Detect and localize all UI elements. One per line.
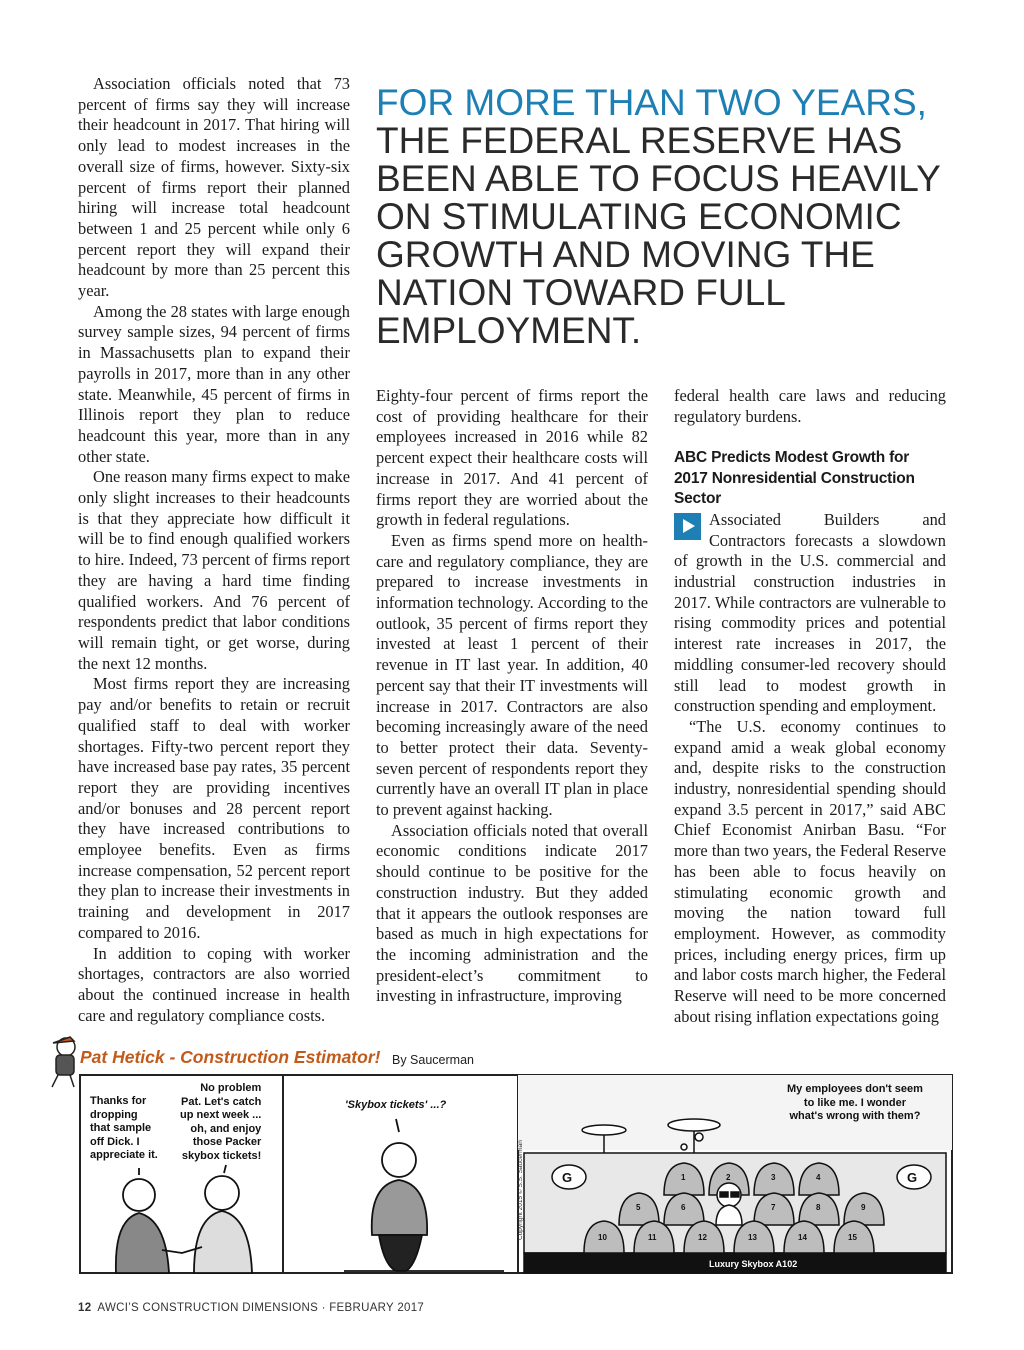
speech-bubble-skybox: 'Skybox tickets' ...? <box>345 1099 447 1111</box>
svg-text:G: G <box>562 1170 573 1185</box>
seat-number: 10 <box>598 1233 607 1242</box>
seat-number: 5 <box>636 1203 641 1212</box>
mascot-icon <box>52 1037 75 1087</box>
paragraph <box>674 510 946 717</box>
comic-byline: By Saucerman <box>392 1053 474 1067</box>
seat-number: 14 <box>798 1233 807 1242</box>
seat-number: 1 <box>681 1173 686 1182</box>
paragraph: Most firms report they are increasing pay and/or benefits to retain or recruit qualified staff to deal with worker shortages. Fifty-two percent report they have increased base pay rates, 35 percent report they are providing incentives and/or bonuses and 28 percent report they have increased contributions to employee benefits. Even as firms increase compensation, 52 percent report they plan to increase their investments in training and development in 2017 compared to 2016. <box>78 674 350 942</box>
seat-number: 15 <box>848 1233 857 1242</box>
seat-number: 3 <box>771 1173 776 1182</box>
article-column-2 <box>376 386 648 1007</box>
section-subhead: ABC Predicts Modest Growth for 2017 Nonresidential Construction Sector <box>674 449 915 508</box>
paragraph: Association officials noted that overall economic conditions indicate 2017 should continue to be positive for the construction industry. But they added that it appears the outlook responses are based as much in high expectations for the incoming administration and the president-elect’s commitment to investing in infrastructure, improving <box>376 820 648 1006</box>
page-footer <box>78 1302 424 1314</box>
pull-quote-first-line: FOR MORE THAN TWO YEARS, <box>376 82 927 123</box>
seat-number: 8 <box>816 1203 821 1212</box>
seat-number: 12 <box>698 1233 707 1242</box>
publication-name: AWCI’S CONSTRUCTION DIMENSIONS · FEBRUARY 2017 <box>97 1302 425 1314</box>
article-column-3 <box>674 386 946 1027</box>
paragraph: federal health care laws and reducing regulatory burdens. <box>674 386 946 426</box>
paragraph: In addition to coping with worker shortages, contractors are also worried about the continued increase in health care and regulatory compliance costs. <box>78 943 350 1025</box>
seat-number: 2 <box>726 1173 731 1182</box>
pull-quote-text: THE FEDERAL RESERVE HAS BEEN ABLE TO FOCUS HEAVILY ON STIMULATING ECONOMIC GROWTH AND MOVING THE NATION TOWARD FULL EMPLOYMENT. <box>376 120 941 351</box>
seat-number: 4 <box>816 1173 821 1182</box>
paragraph: Association officials noted that 73 percent of firms say they will increase their headcount in 2017. That hiring will only lead to modest increases in the overall size of firms, however. Sixty-six percent of firms report their planned hiring will increase total headcount between 1 and 25 percent while only 6 percent report they will expand their headcount by more than 25 percent this year. <box>78 74 350 301</box>
page-number: 12 <box>78 1302 92 1314</box>
seat-number: 9 <box>861 1203 866 1212</box>
pull-quote <box>376 84 956 350</box>
speech-bubble-employees: My employees don't seem to like me. I wonder what's wrong with them? <box>787 1083 923 1122</box>
play-icon <box>674 513 701 540</box>
seat-number: 6 <box>681 1203 686 1212</box>
paragraph: “The U.S. economy continues to expand amid a weak global economy and, despite risks to the construction industry, nonresidential spending should expand 3.5 percent in 2017,” said ABC Chief Economist Anirban Basu. “For more than two years, the Federal Reserve has been able to focus heavily on stimulating economic growth and moving the nation toward full employment. However, as commodity prices, including energy prices, firm up and labor costs march higher, the Federal Reserve will need to be more concerned about rising inflation expectations going <box>674 716 946 1026</box>
paragraph: One reason many firms expect to make only slight increases to their headcounts is that they appreciate how difficult it will be to find enough qualified workers to hire. Indeed, 73 percent of firms report they are having a hard time finding qualified workers. And 76 percent of respondents predict that labor conditions will remain tight, or get worse, during the next 12 months. <box>78 467 350 673</box>
article-column-1 <box>78 74 350 1026</box>
speech-bubble-pat: Thanks for dropping that sample off Dick. I appreciate it. <box>90 1095 158 1161</box>
svg-text:G: G <box>907 1170 918 1185</box>
paragraph: Among the 28 states with large enough survey sample sizes, 94 percent of firms in Massachusetts plan to expand their payrolls in 2017, more than in any other state. Meanwhile, 45 percent of firms in Illinois report they plan to reduce headcount this year, more than in any other state. <box>78 301 350 466</box>
seat-number: 13 <box>748 1233 757 1242</box>
skybox-sign: Luxury Skybox A102 <box>709 1259 798 1269</box>
comic-title: Pat Hetick - Construction Estimator! <box>80 1047 381 1067</box>
seat-number: 7 <box>771 1203 776 1212</box>
seat-number: 11 <box>648 1233 657 1242</box>
paragraph-text: Associated Builders and Contractors forecasts a slowdown of growth in the U.S. commercial and industrial construction industries in 2017. While contractors are vulnerable to rising commodity prices and potential interest rate increases in 2017, the middling consumer-led recovery should still lead to modest growth in construction spending and employment. <box>674 509 946 716</box>
paragraph: Even as firms spend more on health-care and regulatory compliance, they are prepared to increase investments in information technology. According to the outlook, 35 percent of firms report they invested at least 1 percent of their revenue in IT last year. In addition, 40 percent say that their IT investments will increase in 2017. Contractors are also becoming increasingly aware of the need to better protect their data. Seventy-seven percent of respondents report they currently have an overall IT plan in place to prevent against hacking. <box>376 530 648 820</box>
paragraph: Eighty-four percent of firms report the cost of providing healthcare for their employees increased in 2016 while 82 percent expect their healthcare costs will increase in 2017. And 41 percent of firms report they are worried about the growth in federal regulations. <box>376 386 648 530</box>
copyright-notice: Copyright 2015 © S.S. Saucerman <box>517 1140 524 1240</box>
speech-bubble-dick: No problem Pat. Let's catch up next week ... oh, and enjoy those Packer skybox tickets! <box>180 1082 262 1162</box>
